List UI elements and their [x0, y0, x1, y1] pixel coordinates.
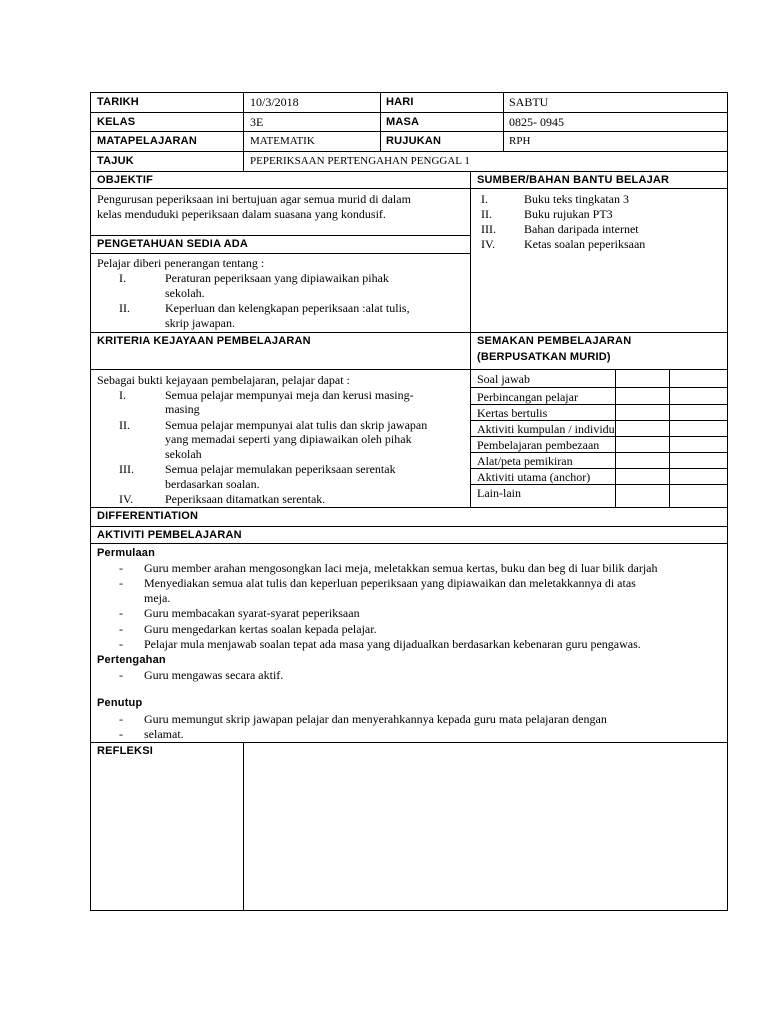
divider: [669, 369, 670, 507]
divider: [470, 468, 728, 469]
divider: [90, 188, 728, 189]
pengetahuan-num: II.: [119, 301, 130, 315]
bullet: -: [119, 561, 123, 575]
semakan-item: Aktiviti kumpulan / individu: [477, 422, 615, 436]
masa-label: MASA: [386, 116, 420, 128]
kelas-value: 3E: [250, 115, 264, 129]
sumber-item: Ketas soalan peperiksaan: [524, 237, 646, 251]
divider: [90, 526, 728, 527]
hari-value: SABTU: [509, 95, 549, 109]
divider: [470, 404, 728, 405]
divider: [90, 543, 728, 544]
kriteria-intro: Sebagai bukti kejayaan pembelajaran, pelajar dapat :: [97, 373, 350, 387]
matapelajaran-value: MATEMATIK: [250, 135, 315, 147]
divider: [470, 171, 471, 507]
pengetahuan-heading: PENGETAHUAN SEDIA ADA: [97, 238, 249, 250]
divider: [90, 235, 470, 236]
semakan-item: Kertas bertulis: [477, 406, 548, 420]
pengetahuan-item: skrip jawapan.: [165, 316, 235, 330]
bullet: -: [119, 622, 123, 636]
permulaan-item: Guru member arahan mengosongkan laci meja, meletakkan semua kertas, buku dan beg di luar bilik darjah: [144, 561, 658, 575]
kelas-label: KELAS: [97, 116, 136, 128]
semakan-heading: (BERPUSATKAN MURID): [477, 351, 611, 363]
penutup-heading: Penutup: [97, 697, 143, 709]
kriteria-item: berdasarkan soalan.: [165, 477, 260, 491]
pertengahan-item: Guru mengawas secara aktif.: [144, 668, 284, 682]
differentiation-heading: DIFFERENTIATION: [97, 510, 199, 522]
sumber-item: Bahan daripada internet: [524, 222, 639, 236]
pengetahuan-item: Keperluan dan kelengkapan peperiksaan :alat tulis,: [165, 301, 410, 315]
kriteria-item: Semua pelajar mempunyai meja dan kerusi masing-: [165, 388, 414, 402]
objektif-heading: OBJEKTIF: [97, 174, 153, 186]
semakan-item: Perbincangan pelajar: [477, 390, 578, 404]
permulaan-item: Menyediakan semua alat tulis dan keperluan peperiksaan yang dipiawaikan dan meletakkannya di atas: [144, 576, 636, 590]
bullet: -: [119, 712, 123, 726]
divider: [90, 332, 728, 333]
divider: [380, 92, 381, 151]
matapelajaran-label: MATAPELAJARAN: [97, 135, 197, 147]
tajuk-value: PEPERIKSAAN PERTENGAHAN PENGGAL 1: [250, 155, 470, 167]
kriteria-item: Peperiksaan ditamatkan serentak.: [165, 492, 326, 506]
penutup-item: selamat.: [144, 727, 184, 741]
kriteria-num: I.: [119, 388, 126, 402]
kriteria-num: IV.: [119, 492, 134, 506]
permulaan-heading: Permulaan: [97, 547, 156, 559]
penutup-item: Guru memungut skrip jawapan pelajar dan menyerahkannya kepada guru mata pelajaran dengan: [144, 712, 607, 726]
divider: [470, 387, 728, 388]
semakan-item: Pembelajaran pembezaan: [477, 438, 600, 452]
objektif-line: Pengurusan peperiksaan ini bertujuan agar semua murid di dalam: [97, 192, 411, 206]
refleksi-heading: REFLEKSI: [97, 745, 153, 757]
divider: [90, 112, 728, 113]
divider: [615, 369, 616, 507]
divider: [470, 436, 728, 437]
semakan-item: Soal jawab: [477, 372, 530, 386]
tarikh-label: TARIKH: [97, 96, 139, 108]
semakan-heading: SEMAKAN PEMBELAJARAN: [477, 335, 632, 347]
divider: [90, 253, 470, 254]
sumber-item: Buku rujukan PT3: [524, 207, 613, 221]
permulaan-item: Pelajar mula menjawab soalan tepat ada masa yang dijadualkan berdasarkan kebenaran guru pengawas.: [144, 637, 641, 651]
divider: [243, 742, 244, 911]
tarikh-value: 10/3/2018: [250, 95, 299, 109]
hari-label: HARI: [386, 96, 414, 108]
kriteria-heading: KRITERIA KEJAYAAN PEMBELAJARAN: [97, 335, 311, 347]
divider: [90, 742, 728, 743]
sumber-item: Buku teks tingkatan 3: [524, 192, 629, 206]
bullet: -: [119, 727, 123, 741]
sumber-num: II.: [481, 207, 492, 221]
kriteria-num: II.: [119, 418, 130, 432]
kriteria-item: Semua pelajar mempunyai alat tulis dan skrip jawapan: [165, 418, 428, 432]
permulaan-item: meja.: [144, 591, 171, 605]
kriteria-item: masing: [165, 402, 200, 416]
permulaan-item: Guru membacakan syarat-syarat peperiksaan: [144, 606, 360, 620]
pengetahuan-intro: Pelajar diberi penerangan tentang :: [97, 256, 265, 270]
rujukan-value: RPH: [509, 135, 531, 147]
divider: [90, 131, 728, 132]
pengetahuan-item: Peraturan peperiksaan yang dipiawaikan pihak: [165, 271, 389, 285]
divider: [470, 420, 728, 421]
divider: [243, 92, 244, 172]
sumber-heading: SUMBER/BAHAN BANTU BELAJAR: [477, 174, 670, 186]
semakan-item: Aktiviti utama (anchor): [477, 470, 591, 484]
sumber-num: IV.: [481, 237, 496, 251]
kriteria-item: Semua pelajar memulakan peperiksaan serentak: [165, 462, 396, 476]
bullet: -: [119, 576, 123, 590]
pengetahuan-num: I.: [119, 271, 126, 285]
divider: [90, 151, 728, 152]
bullet: -: [119, 637, 123, 651]
aktiviti-heading: AKTIVITI PEMBELAJARAN: [97, 529, 242, 541]
rujukan-label: RUJUKAN: [386, 135, 442, 147]
divider: [90, 369, 728, 370]
divider: [470, 452, 728, 453]
divider: [503, 92, 504, 151]
kriteria-item: yang memadai seperti yang dipiawaikan oleh pihak: [165, 432, 412, 446]
kriteria-item: sekolah: [165, 447, 202, 461]
semakan-item: Lain-lain: [477, 486, 521, 500]
divider: [90, 507, 728, 508]
sumber-num: I.: [481, 192, 488, 206]
sumber-num: III.: [481, 222, 496, 236]
bullet: -: [119, 606, 123, 620]
kriteria-num: III.: [119, 462, 134, 476]
bullet: -: [119, 668, 123, 682]
objektif-line: kelas menduduki peperiksaan dalam suasana yang kondusif.: [97, 207, 386, 221]
pengetahuan-item: sekolah.: [165, 286, 205, 300]
divider: [470, 484, 728, 485]
masa-value: 0825- 0945: [509, 115, 564, 129]
pertengahan-heading: Pertengahan: [97, 654, 166, 666]
semakan-item: Alat/peta pemikiran: [477, 454, 573, 468]
permulaan-item: Guru mengedarkan kertas soalan kepada pelajar.: [144, 622, 377, 636]
tajuk-label: TAJUK: [97, 155, 134, 167]
